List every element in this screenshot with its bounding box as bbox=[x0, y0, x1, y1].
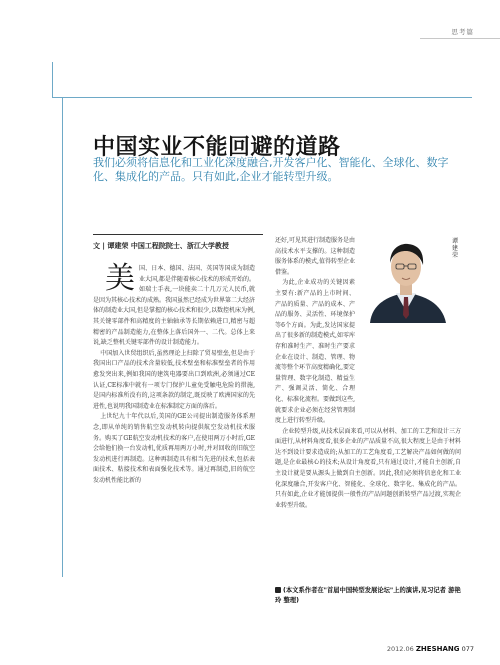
source-note-text: (本文系作者在"首届中国转型发展论坛"上的演讲,见习记者 游艳玲 整理) bbox=[275, 587, 461, 604]
right-paragraph-1: 还好,可见其进行制造服务是由高技术水平支撑的。这种制造服务体系的模式,值得转型企业借鉴。 bbox=[275, 237, 355, 276]
left-paragraph-1-text: 国、日本、德国、法国、英国等国成为制造业大国,都是伴随着核心技术的形成开始的。如瑞士手表,一块能卖二十几万元人民币,就是因为其核心技术的成熟。我国虽然已经成为世界第二大经济体的制造业大国,但是掌握的核心技术和很少,以数控机床为例,其关键零部件和高精度的主轴轴承等长期依赖进口,精密与超精密的产品制造能力,在整体上落后国外一、二代。总体上来说,缺乏整机关键零部件的设计制造能力。 bbox=[93, 265, 256, 347]
page-number: 077 bbox=[461, 645, 474, 653]
issue-date: 2012.06 bbox=[386, 645, 414, 653]
byline: 文 | 谭建荣 中国工程院院士、浙江大学教授 bbox=[93, 242, 229, 250]
author-portrait-illustration bbox=[362, 233, 450, 323]
drop-cap: 美 bbox=[105, 261, 135, 296]
section-tag: 思考篇 bbox=[451, 28, 474, 36]
frame-hook-horizontal bbox=[52, 97, 62, 98]
page-footer bbox=[387, 645, 474, 653]
left-paragraph-2: 中国加入世贸组织后,虽然理论上扫除了贸易壁垒,但是由于我国出口产品的技术含量较低,技术壁垒和标准壁垒者的作用愈发突出来,例如我国的建筑电器要出口到欧洲,必须通过CE认证,CE标准中就有一项专门保护儿童免受触电危险的措施,是国内标准所没有的,这项条款的制定,既反映了欧洲国家的先进性,也说明我国制造业在标准制定方面的落后。 bbox=[93, 349, 255, 410]
author-portrait bbox=[362, 233, 450, 323]
frame-hook-vertical bbox=[52, 62, 53, 98]
note-marker-icon bbox=[275, 587, 281, 593]
left-paragraph-1 bbox=[93, 261, 256, 349]
byline-rule bbox=[93, 234, 263, 235]
portrait-caption: 谭建荣 bbox=[452, 238, 459, 259]
source-note bbox=[275, 586, 461, 605]
magazine-name: ZHESHANG bbox=[415, 645, 460, 653]
section-tag-rule bbox=[420, 38, 500, 39]
left-paragraph-3: 上世纪九十年代以后,美国的GE公司提出制造服务体系理念,即从单纯的销售航空发动机转向提供航空发动机技术服务。购买了GE航空发动机技术的客户,在使用两万小时后,GE会给他们换一台发动机,优质再用两万小时,并对回收的旧航空发动机进行再制造。这种再制造具有相当先进的技术,包括表面技术、粘接技术和表面强化技术等。通过再制造,旧的航空发动机性能比新的 bbox=[93, 413, 255, 484]
right-wrap-block bbox=[275, 236, 355, 427]
article-title: 中国实业不能回避的道路 bbox=[93, 135, 341, 160]
article-deck: 我们必须将信息化和工业化深度融合,开发客户化、智能化、全球化、数字化、集成化的产品。只有如此,企业才能转型升级。 bbox=[93, 156, 449, 183]
left-column bbox=[93, 261, 256, 486]
frame-left-rule bbox=[62, 97, 63, 577]
right-paragraph-3: 企业转型升级,从技术层面来看,可以从材料、加工的工艺和设计三方面进行,从材料角度看,很多企业的产品质量不高,很大程度上是由于材料达不到设计要求造成的;从加工的工艺角度看,工艺解决产品如何做的问题,是企业最核心的技术;从设计角度看,只有通过设计,才能自主创新,自主设计就是要从源头上做到自主创新。因此,我们必须将信息化和工业化深度融合,开发客户化、智能化、全球化、数字化、集成化的产品。只有如此,企业才能加提供一般性的产品问题创新转型产品过渡,实现企业转型升级。 bbox=[275, 427, 461, 509]
right-paragraph-2: 为此,企业成功的关键因素主要有:新产品的上市时间、产品的质量、产品的成本、产品的服务、灵活性、环境保护等6个方面。为此,发达国家提出了很多新的制造模式,如零库存和准时生产、准时生产要求企业在设计、制造、管理、物流等整个环节高度精确化,要定量管理、数字化制造、精益生产、强调灵活、简化、合理化、标准化流程。要做到这些,就要求企业必须在经营管理制度上进行转型升级。 bbox=[275, 279, 355, 425]
frame-top-rule bbox=[62, 97, 472, 98]
